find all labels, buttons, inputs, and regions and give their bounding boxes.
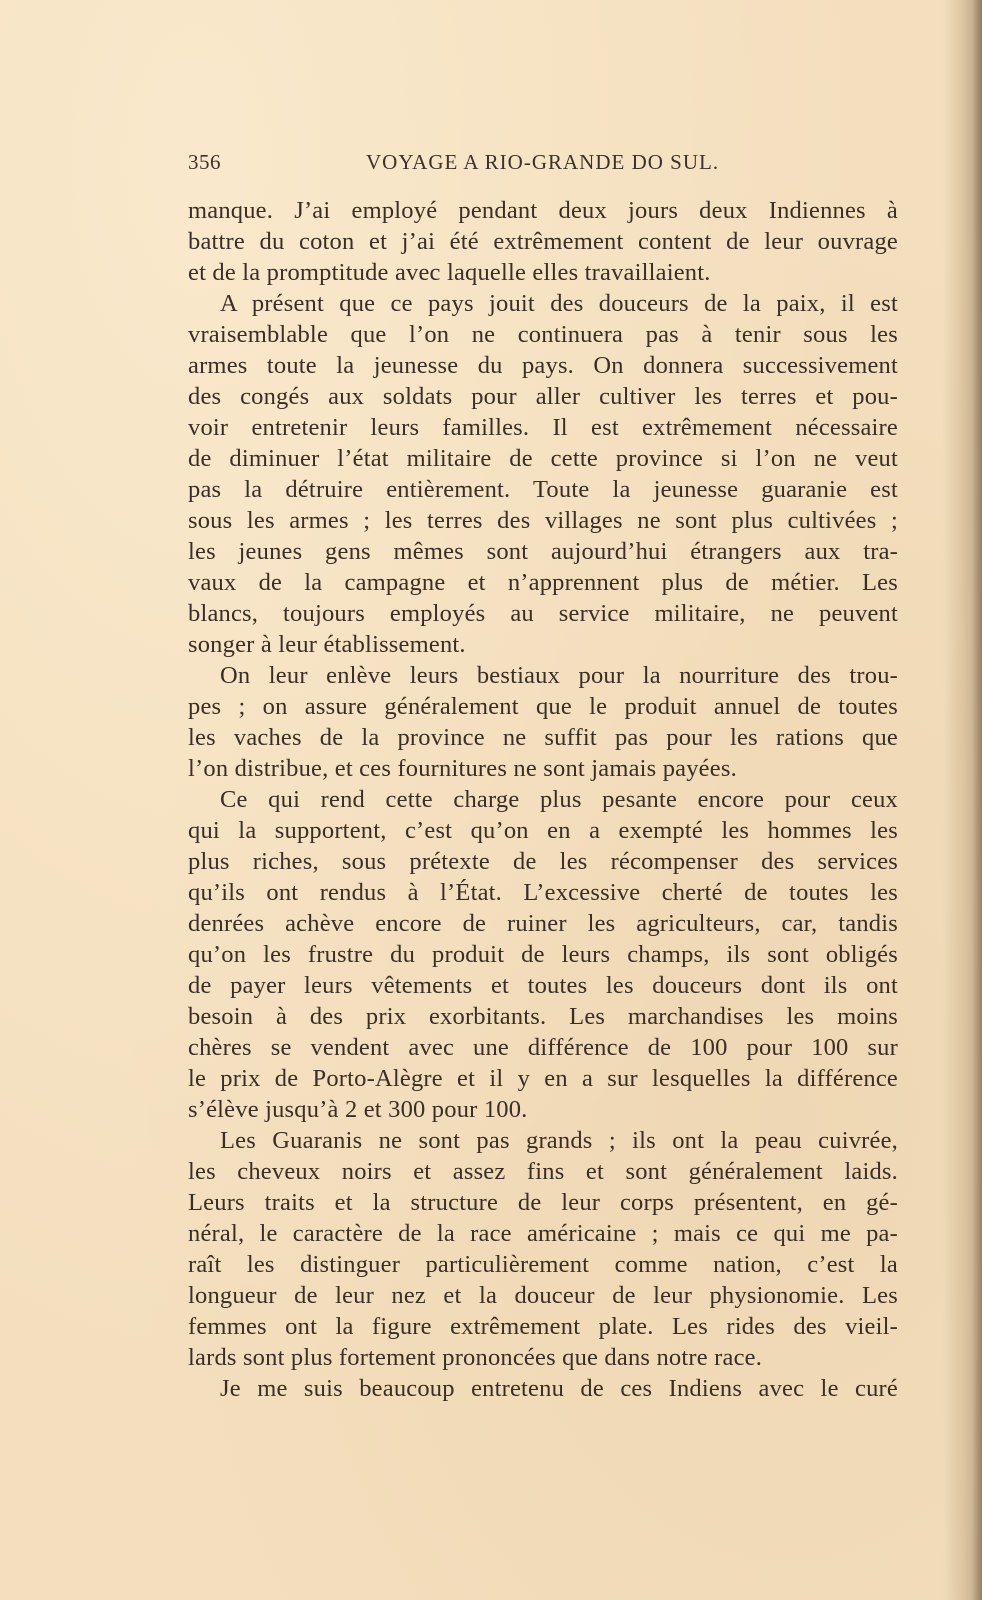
text-line: vaux de la campagne et n’apprennent plus de métier. Les <box>188 569 898 596</box>
text-line: femmes ont la figure extrêmement plate. Les rides des vieil- <box>188 1313 898 1340</box>
text-line: longueur de leur nez et la douceur de leur physionomie. Les <box>188 1282 898 1309</box>
text-line: néral, le caractère de la race américaine ; mais ce qui me pa- <box>188 1220 898 1247</box>
text-line: On leur enlève leurs bestiaux pour la nourriture des trou- <box>220 662 898 689</box>
text-line: l’on distribue, et ces fournitures ne sont jamais payées. <box>188 755 737 782</box>
text-line: raît les distinguer particulièrement comme nation, c’est la <box>188 1251 898 1278</box>
text-line: le prix de Porto-Alègre et il y en a sur lesquelles la différence <box>188 1065 898 1092</box>
text-line: A présent que ce pays jouit des douceurs de la paix, il est <box>220 290 898 317</box>
text-line: voir entretenir leurs familles. Il est extrêmement nécessaire <box>188 414 898 441</box>
text-line: Leurs traits et la structure de leur corps présentent, en gé- <box>188 1189 898 1216</box>
text-line: besoin à des prix exorbitants. Les marchandises les moins <box>188 1003 898 1030</box>
running-title: VOYAGE A RIO-GRANDE DO SUL. <box>366 150 720 174</box>
text-line: Les Guaranis ne sont pas grands ; ils ont la peau cuivrée, <box>220 1127 898 1154</box>
text-line: qui la supportent, c’est qu’on en a exempté les hommes les <box>188 817 898 844</box>
text-line: lards sont plus fortement prononcées que dans notre race. <box>188 1344 763 1371</box>
text-line: de payer leurs vêtements et toutes les douceurs dont ils ont <box>188 972 898 999</box>
page-binding-edge <box>972 0 982 1600</box>
text-line: manque. J’ai employé pendant deux jours deux Indiennes à <box>188 197 898 224</box>
text-line: pas la détruire entièrement. Toute la jeunesse guaranie est <box>188 476 898 503</box>
page-number: 356 <box>188 150 221 174</box>
text-line: pes ; on assure généralement que le produit annuel de toutes <box>188 693 898 720</box>
text-line: des congés aux soldats pour aller cultiver les terres et pou- <box>188 383 898 410</box>
text-line: et de la promptitude avec laquelle elles travaillaient. <box>188 259 711 286</box>
text-line: qu’ils ont rendus à l’État. L’excessive cherté de toutes les <box>188 879 898 906</box>
text-line: sous les armes ; les terres des villages ne sont plus cultivées ; <box>188 507 898 534</box>
text-line: qu’on les frustre du produit de leurs champs, ils sont obligés <box>188 941 898 968</box>
text-line: de diminuer l’état militaire de cette province si l’on ne veut <box>188 445 898 472</box>
text-line: armes toute la jeunesse du pays. On donnera successivement <box>188 352 898 379</box>
text-line: s’élève jusqu’à 2 et 300 pour 100. <box>188 1096 528 1123</box>
body-text <box>188 195 898 1404</box>
text-line: les jeunes gens mêmes sont aujourd’hui étrangers aux tra- <box>188 538 898 565</box>
text-line: songer à leur établissement. <box>188 631 466 658</box>
running-head <box>188 150 898 180</box>
text-line: les cheveux noirs et assez fins et sont généralement laids. <box>188 1158 898 1185</box>
text-line: Je me suis beaucoup entretenu de ces Indiens avec le curé <box>220 1375 898 1402</box>
text-line: vraisemblable que l’on ne continuera pas à tenir sous les <box>188 321 898 348</box>
text-line: chères se vendent avec une différence de 100 pour 100 sur <box>188 1034 898 1061</box>
text-line: plus riches, sous prétexte de les récompenser des services <box>188 848 898 875</box>
text-line: Ce qui rend cette charge plus pesante encore pour ceux <box>220 786 898 813</box>
text-line: denrées achève encore de ruiner les agriculteurs, car, tandis <box>188 910 898 937</box>
text-line: battre du coton et j’ai été extrêmement content de leur ouvrage <box>188 228 898 255</box>
text-line: les vaches de la province ne suffit pas pour les rations que <box>188 724 898 751</box>
text-line: blancs, toujours employés au service militaire, ne peuvent <box>188 600 898 627</box>
